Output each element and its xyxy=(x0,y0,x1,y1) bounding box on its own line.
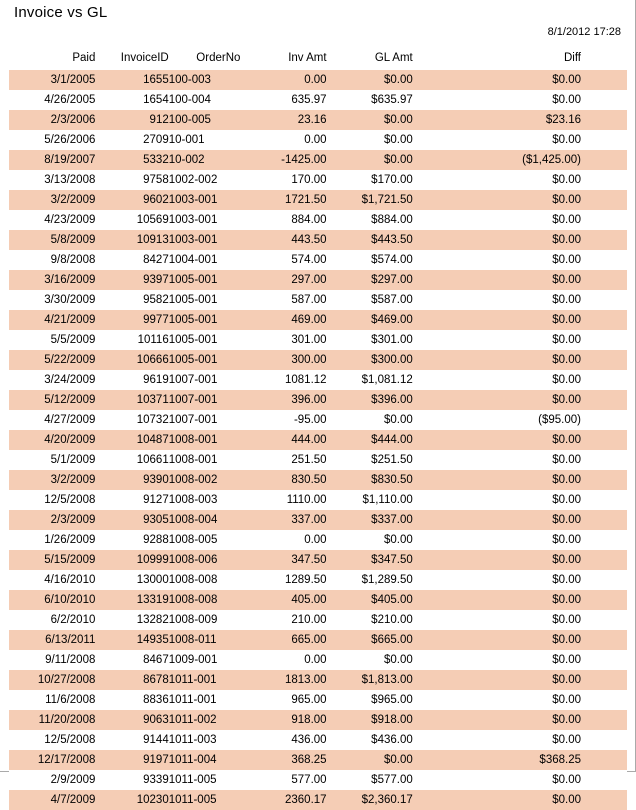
cell-paid: 6/13/2011 xyxy=(9,630,99,650)
cell-inv-amt: 574.00 xyxy=(244,250,330,270)
cell-paid: 5/1/2009 xyxy=(9,450,99,470)
cell-orderno: 1008-009 xyxy=(169,610,245,630)
cell-invoiceid: 8836 xyxy=(99,690,168,710)
cell-invoiceid: 9582 xyxy=(99,290,168,310)
table-row xyxy=(9,130,627,150)
cell-orderno: 1002-002 xyxy=(169,170,245,190)
cell-gl-amt: $347.50 xyxy=(331,550,417,570)
cell-paid: 12/5/2008 xyxy=(9,490,99,510)
cell-orderno: 1008-001 xyxy=(169,450,245,470)
cell-orderno: 1011-004 xyxy=(169,750,245,770)
cell-inv-amt: 23.16 xyxy=(244,110,330,130)
cell-diff: ($95.00) xyxy=(417,410,627,430)
cell-paid: 12/5/2008 xyxy=(9,730,99,750)
cell-paid: 4/20/2009 xyxy=(9,430,99,450)
cell-paid: 3/13/2008 xyxy=(9,170,99,190)
cell-inv-amt: 297.00 xyxy=(244,270,330,290)
cell-invoiceid: 10230 xyxy=(99,790,168,810)
cell-invoiceid: 9397 xyxy=(99,270,168,290)
cell-paid: 4/26/2005 xyxy=(9,90,99,110)
cell-invoiceid: 8427 xyxy=(99,250,168,270)
cell-orderno: 1005-001 xyxy=(169,330,245,350)
cell-invoiceid: 8467 xyxy=(99,650,168,670)
table-row xyxy=(9,730,627,750)
cell-gl-amt: $665.00 xyxy=(331,630,417,650)
cell-diff: $0.00 xyxy=(417,630,627,650)
cell-inv-amt: 300.00 xyxy=(244,350,330,370)
table-row xyxy=(9,550,627,570)
cell-paid: 2/3/2009 xyxy=(9,510,99,530)
cell-inv-amt: 884.00 xyxy=(244,210,330,230)
cell-orderno: 1008-011 xyxy=(169,630,245,650)
cell-inv-amt: 1813.00 xyxy=(244,670,330,690)
cell-diff: $0.00 xyxy=(417,190,627,210)
cell-inv-amt: 396.00 xyxy=(244,390,330,410)
cell-invoiceid: 9063 xyxy=(99,710,168,730)
cell-paid: 8/19/2007 xyxy=(9,150,99,170)
cell-gl-amt: $918.00 xyxy=(331,710,417,730)
cell-orderno: 1007-001 xyxy=(169,410,245,430)
column-header-paid: Paid xyxy=(72,52,96,64)
cell-invoiceid: 10913 xyxy=(99,230,168,250)
cell-orderno: 1005-001 xyxy=(169,290,245,310)
cell-orderno: 1011-001 xyxy=(169,670,245,690)
cell-orderno: 100-005 xyxy=(169,110,245,130)
cell-orderno: 1003-001 xyxy=(169,210,245,230)
column-header-diff: Diff xyxy=(563,52,581,64)
table-row xyxy=(9,510,627,530)
cell-diff: $0.00 xyxy=(417,390,627,410)
cell-orderno: 1011-001 xyxy=(169,690,245,710)
cell-orderno: 1011-005 xyxy=(169,770,245,790)
cell-invoiceid: 10999 xyxy=(99,550,168,570)
cell-paid: 3/30/2009 xyxy=(9,290,99,310)
cell-gl-amt: $1,813.00 xyxy=(331,670,417,690)
cell-inv-amt: 469.00 xyxy=(244,310,330,330)
cell-gl-amt: $0.00 xyxy=(331,750,417,770)
cell-diff: $368.25 xyxy=(417,750,627,770)
cell-diff: $0.00 xyxy=(417,270,627,290)
cell-invoiceid: 10116 xyxy=(99,330,168,350)
cell-paid: 11/6/2008 xyxy=(9,690,99,710)
cell-paid: 4/23/2009 xyxy=(9,210,99,230)
table-row xyxy=(9,170,627,190)
cell-orderno: 1005-001 xyxy=(169,310,245,330)
cell-gl-amt: $0.00 xyxy=(331,110,417,130)
table-header xyxy=(9,50,627,70)
cell-diff: $0.00 xyxy=(417,90,627,110)
cell-gl-amt: $577.00 xyxy=(331,770,417,790)
cell-gl-amt: $436.00 xyxy=(331,730,417,750)
cell-invoiceid: 912 xyxy=(99,110,168,130)
cell-diff: $0.00 xyxy=(417,430,627,450)
cell-inv-amt: 577.00 xyxy=(244,770,330,790)
cell-gl-amt: $0.00 xyxy=(331,150,417,170)
cell-invoiceid: 9288 xyxy=(99,530,168,550)
cell-orderno: 1004-001 xyxy=(169,250,245,270)
table-row xyxy=(9,750,627,770)
cell-orderno: 1011-002 xyxy=(169,710,245,730)
cell-gl-amt: $884.00 xyxy=(331,210,417,230)
cell-paid: 6/2/2010 xyxy=(9,610,99,630)
cell-orderno: 1008-008 xyxy=(169,590,245,610)
cell-gl-amt: $0.00 xyxy=(331,530,417,550)
cell-gl-amt: $210.00 xyxy=(331,610,417,630)
table-row xyxy=(9,210,627,230)
cell-diff: $0.00 xyxy=(417,330,627,350)
cell-invoiceid: 9197 xyxy=(99,750,168,770)
cell-orderno: 1007-001 xyxy=(169,370,245,390)
cell-orderno: 1008-006 xyxy=(169,550,245,570)
cell-orderno: 1005-001 xyxy=(169,350,245,370)
cell-paid: 3/1/2005 xyxy=(9,70,99,90)
table-row xyxy=(9,530,627,550)
cell-inv-amt: 635.97 xyxy=(244,90,330,110)
cell-inv-amt: 1721.50 xyxy=(244,190,330,210)
cell-invoiceid: 9758 xyxy=(99,170,168,190)
cell-gl-amt: $337.00 xyxy=(331,510,417,530)
cell-gl-amt: $469.00 xyxy=(331,310,417,330)
table-row xyxy=(9,610,627,630)
cell-gl-amt: $251.50 xyxy=(331,450,417,470)
cell-paid: 9/11/2008 xyxy=(9,650,99,670)
cell-orderno: 1008-004 xyxy=(169,510,245,530)
cell-diff: $0.00 xyxy=(417,530,627,550)
column-header-invoiceid: InvoiceID xyxy=(120,52,169,64)
cell-inv-amt: 301.00 xyxy=(244,330,330,350)
table-row xyxy=(9,410,627,430)
cell-paid: 2/3/2006 xyxy=(9,110,99,130)
cell-diff: $0.00 xyxy=(417,590,627,610)
cell-gl-amt: $170.00 xyxy=(331,170,417,190)
cell-paid: 3/16/2009 xyxy=(9,270,99,290)
cell-diff: $0.00 xyxy=(417,510,627,530)
cell-gl-amt: $830.50 xyxy=(331,470,417,490)
cell-invoiceid: 10371 xyxy=(99,390,168,410)
cell-paid: 5/8/2009 xyxy=(9,230,99,250)
cell-paid: 11/20/2008 xyxy=(9,710,99,730)
cell-gl-amt: $0.00 xyxy=(331,130,417,150)
table-row xyxy=(9,470,627,490)
table-row xyxy=(9,670,627,690)
cell-inv-amt: 918.00 xyxy=(244,710,330,730)
cell-paid: 3/2/2009 xyxy=(9,470,99,490)
cell-diff: $0.00 xyxy=(417,130,627,150)
cell-paid: 4/21/2009 xyxy=(9,310,99,330)
cell-invoiceid: 2709 xyxy=(99,130,168,150)
cell-gl-amt: $1,110.00 xyxy=(331,490,417,510)
cell-invoiceid: 13282 xyxy=(99,610,168,630)
cell-inv-amt: 0.00 xyxy=(244,70,330,90)
cell-inv-amt: 444.00 xyxy=(244,430,330,450)
table-row xyxy=(9,570,627,590)
table-row xyxy=(9,190,627,210)
cell-diff: $0.00 xyxy=(417,490,627,510)
cell-inv-amt: 337.00 xyxy=(244,510,330,530)
cell-orderno: 1003-001 xyxy=(169,230,245,250)
cell-invoiceid: 5332 xyxy=(99,150,168,170)
cell-diff: $0.00 xyxy=(417,370,627,390)
table-row xyxy=(9,330,627,350)
table-row xyxy=(9,350,627,370)
cell-gl-amt: $0.00 xyxy=(331,650,417,670)
report-timestamp: 8/1/2012 17:28 xyxy=(547,26,621,38)
invoice-vs-gl-table xyxy=(9,50,627,810)
cell-paid: 3/24/2009 xyxy=(9,370,99,390)
cell-gl-amt: $965.00 xyxy=(331,690,417,710)
table-body xyxy=(9,70,627,810)
cell-invoiceid: 13319 xyxy=(99,590,168,610)
column-header-gl-amt: GL Amt xyxy=(374,52,413,64)
cell-paid: 9/8/2008 xyxy=(9,250,99,270)
cell-gl-amt: $405.00 xyxy=(331,590,417,610)
cell-gl-amt: $2,360.17 xyxy=(331,790,417,810)
column-header-orderno: OrderNo xyxy=(196,52,241,64)
table-row xyxy=(9,710,627,730)
cell-invoiceid: 9144 xyxy=(99,730,168,750)
cell-gl-amt: $587.00 xyxy=(331,290,417,310)
cell-diff: $0.00 xyxy=(417,310,627,330)
cell-invoiceid: 9127 xyxy=(99,490,168,510)
cell-inv-amt: 965.00 xyxy=(244,690,330,710)
cell-inv-amt: 587.00 xyxy=(244,290,330,310)
table-row xyxy=(9,790,627,810)
table-row xyxy=(9,90,627,110)
cell-paid: 6/10/2010 xyxy=(9,590,99,610)
cell-inv-amt: 0.00 xyxy=(244,530,330,550)
cell-paid: 2/9/2009 xyxy=(9,770,99,790)
cell-diff: $0.00 xyxy=(417,570,627,590)
cell-orderno: 100-003 xyxy=(169,70,245,90)
cell-gl-amt: $1,081.12 xyxy=(331,370,417,390)
cell-invoiceid: 14935 xyxy=(99,630,168,650)
cell-diff: $0.00 xyxy=(417,230,627,250)
cell-diff: $0.00 xyxy=(417,70,627,90)
cell-diff: $0.00 xyxy=(417,350,627,370)
cell-gl-amt: $574.00 xyxy=(331,250,417,270)
table-row xyxy=(9,250,627,270)
cell-gl-amt: $297.00 xyxy=(331,270,417,290)
cell-gl-amt: $1,721.50 xyxy=(331,190,417,210)
table-header-row xyxy=(9,50,627,70)
cell-inv-amt: 368.25 xyxy=(244,750,330,770)
cell-orderno: 1008-005 xyxy=(169,530,245,550)
cell-diff: $0.00 xyxy=(417,730,627,750)
cell-inv-amt: 210.00 xyxy=(244,610,330,630)
cell-inv-amt: 0.00 xyxy=(244,650,330,670)
cell-diff: $0.00 xyxy=(417,710,627,730)
cell-invoiceid: 10487 xyxy=(99,430,168,450)
cell-orderno: 1011-003 xyxy=(169,730,245,750)
cell-diff: $0.00 xyxy=(417,170,627,190)
cell-diff: ($1,425.00) xyxy=(417,150,627,170)
cell-invoiceid: 10666 xyxy=(99,350,168,370)
cell-diff: $0.00 xyxy=(417,550,627,570)
table-row xyxy=(9,270,627,290)
cell-diff: $0.00 xyxy=(417,670,627,690)
cell-orderno: 1008-002 xyxy=(169,470,245,490)
table-row xyxy=(9,490,627,510)
table-row xyxy=(9,770,627,790)
cell-inv-amt: 2360.17 xyxy=(244,790,330,810)
cell-gl-amt: $0.00 xyxy=(331,70,417,90)
cell-paid: 5/26/2006 xyxy=(9,130,99,150)
cell-diff: $0.00 xyxy=(417,790,627,810)
cell-invoiceid: 9619 xyxy=(99,370,168,390)
table-row xyxy=(9,370,627,390)
cell-paid: 5/15/2009 xyxy=(9,550,99,570)
cell-paid: 4/7/2009 xyxy=(9,790,99,810)
cell-invoiceid: 9339 xyxy=(99,770,168,790)
cell-invoiceid: 9602 xyxy=(99,190,168,210)
cell-inv-amt: 251.50 xyxy=(244,450,330,470)
cell-diff: $0.00 xyxy=(417,290,627,310)
cell-orderno: 1008-008 xyxy=(169,570,245,590)
cell-orderno: 1003-001 xyxy=(169,190,245,210)
table-row xyxy=(9,70,627,90)
cell-inv-amt: 1289.50 xyxy=(244,570,330,590)
cell-inv-amt: 0.00 xyxy=(244,130,330,150)
cell-orderno: 1011-005 xyxy=(169,790,245,810)
cell-paid: 4/16/2010 xyxy=(9,570,99,590)
column-header-inv-amt: Inv Amt xyxy=(288,52,327,64)
cell-invoiceid: 10732 xyxy=(99,410,168,430)
cell-paid: 1/26/2009 xyxy=(9,530,99,550)
table-row xyxy=(9,310,627,330)
cell-invoiceid: 10661 xyxy=(99,450,168,470)
cell-orderno: 10-001 xyxy=(169,130,245,150)
cell-inv-amt: -95.00 xyxy=(244,410,330,430)
cell-gl-amt: $635.97 xyxy=(331,90,417,110)
cell-inv-amt: 436.00 xyxy=(244,730,330,750)
cell-inv-amt: 830.50 xyxy=(244,470,330,490)
cell-paid: 5/22/2009 xyxy=(9,350,99,370)
cell-invoiceid: 10569 xyxy=(99,210,168,230)
cell-invoiceid: 8678 xyxy=(99,670,168,690)
cell-invoiceid: 13000 xyxy=(99,570,168,590)
cell-invoiceid: 1654 xyxy=(99,90,168,110)
cell-paid: 5/12/2009 xyxy=(9,390,99,410)
cell-orderno: 1007-001 xyxy=(169,390,245,410)
table-row xyxy=(9,150,627,170)
table-row xyxy=(9,230,627,250)
cell-diff: $23.16 xyxy=(417,110,627,130)
cell-paid: 12/17/2008 xyxy=(9,750,99,770)
table-row xyxy=(9,590,627,610)
cell-diff: $0.00 xyxy=(417,650,627,670)
cell-diff: $0.00 xyxy=(417,210,627,230)
cell-diff: $0.00 xyxy=(417,770,627,790)
table-row xyxy=(9,690,627,710)
table-row xyxy=(9,290,627,310)
table-row xyxy=(9,630,627,650)
cell-orderno: 1005-001 xyxy=(169,270,245,290)
cell-inv-amt: 1110.00 xyxy=(244,490,330,510)
table-row xyxy=(9,650,627,670)
cell-gl-amt: $396.00 xyxy=(331,390,417,410)
cell-inv-amt: 170.00 xyxy=(244,170,330,190)
cell-diff: $0.00 xyxy=(417,690,627,710)
cell-orderno: 100-004 xyxy=(169,90,245,110)
cell-gl-amt: $0.00 xyxy=(331,410,417,430)
cell-inv-amt: 665.00 xyxy=(244,630,330,650)
cell-orderno: 1008-003 xyxy=(169,490,245,510)
cell-gl-amt: $444.00 xyxy=(331,430,417,450)
cell-inv-amt: 347.50 xyxy=(244,550,330,570)
page-title: Invoice vs GL xyxy=(14,4,108,21)
cell-paid: 4/27/2009 xyxy=(9,410,99,430)
cell-inv-amt: 443.50 xyxy=(244,230,330,250)
table-row xyxy=(9,110,627,130)
cell-invoiceid: 1655 xyxy=(99,70,168,90)
cell-orderno: 1009-001 xyxy=(169,650,245,670)
cell-diff: $0.00 xyxy=(417,470,627,490)
cell-inv-amt: -1425.00 xyxy=(244,150,330,170)
cell-gl-amt: $300.00 xyxy=(331,350,417,370)
cell-gl-amt: $1,289.50 xyxy=(331,570,417,590)
cell-invoiceid: 9390 xyxy=(99,470,168,490)
cell-invoiceid: 9977 xyxy=(99,310,168,330)
cell-paid: 5/5/2009 xyxy=(9,330,99,350)
cell-diff: $0.00 xyxy=(417,450,627,470)
cell-inv-amt: 405.00 xyxy=(244,590,330,610)
cell-diff: $0.00 xyxy=(417,610,627,630)
cell-paid: 10/27/2008 xyxy=(9,670,99,690)
cell-paid: 3/2/2009 xyxy=(9,190,99,210)
cell-gl-amt: $301.00 xyxy=(331,330,417,350)
cell-diff: $0.00 xyxy=(417,250,627,270)
cell-orderno: 1008-001 xyxy=(169,430,245,450)
cell-invoiceid: 9305 xyxy=(99,510,168,530)
cell-orderno: 10-002 xyxy=(169,150,245,170)
cell-gl-amt: $443.50 xyxy=(331,230,417,250)
table-row xyxy=(9,450,627,470)
table-row xyxy=(9,430,627,450)
cell-inv-amt: 1081.12 xyxy=(244,370,330,390)
table-row xyxy=(9,390,627,410)
